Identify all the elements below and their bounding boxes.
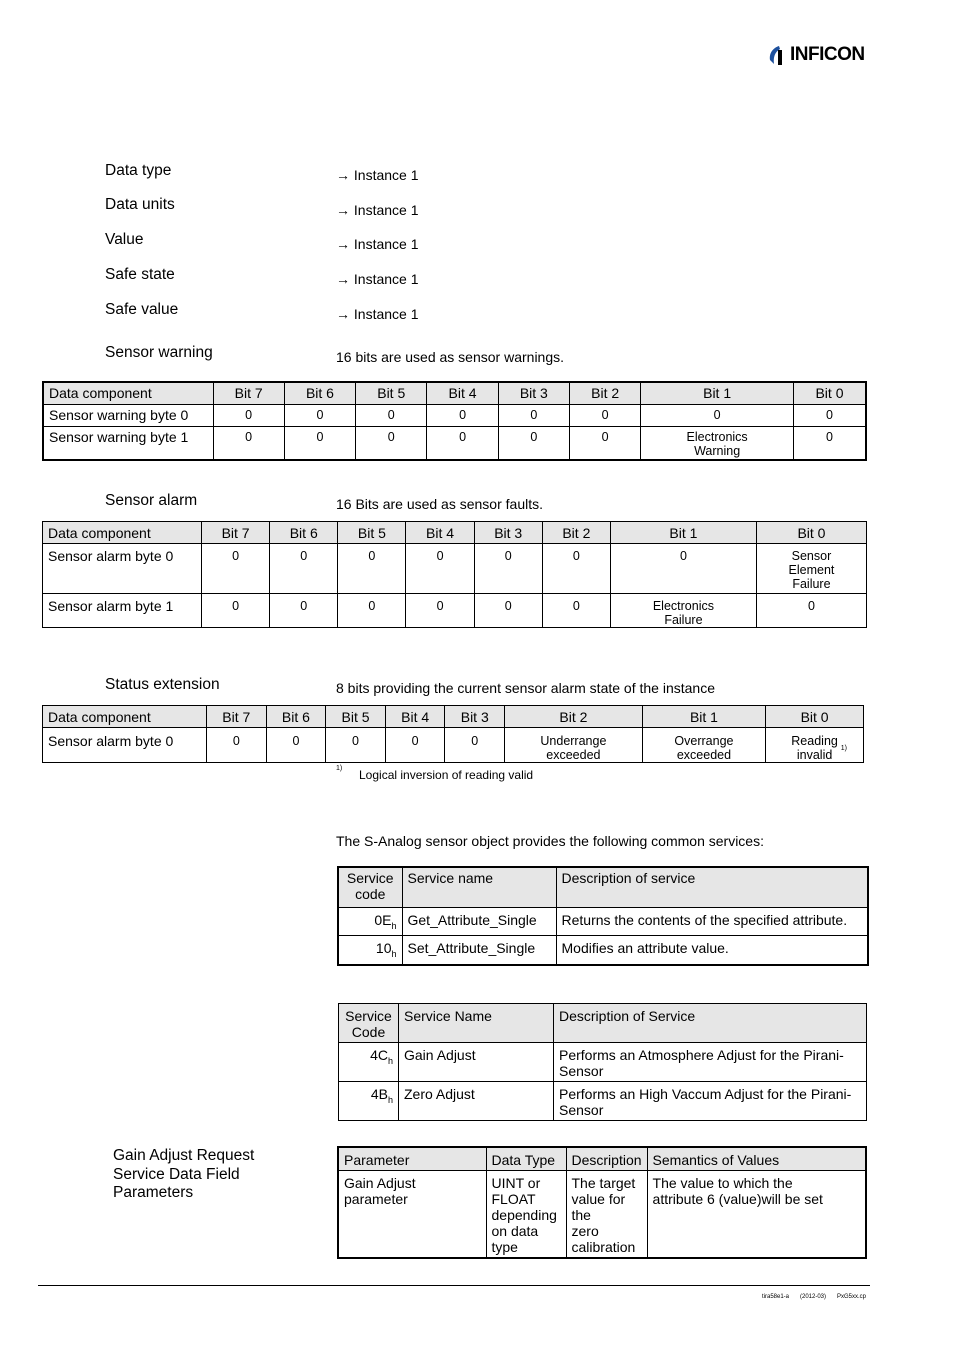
row-label: Sensor alarm byte 0 xyxy=(43,728,207,763)
bit-cell: 0 xyxy=(284,426,355,460)
sensor-alarm-label: Sensor alarm xyxy=(105,492,198,509)
hex-suffix: h xyxy=(387,1055,393,1066)
bit-cell: 0 xyxy=(793,404,866,426)
bit-cell: 0 xyxy=(385,728,445,763)
header-cell: Description xyxy=(566,1147,647,1171)
hex-suffix: h xyxy=(391,920,397,931)
footnote-ref: 1) xyxy=(840,745,847,752)
attr-value-value: → Instance 1 xyxy=(336,236,419,252)
table-header-row xyxy=(338,867,868,907)
bit-cell: 0 xyxy=(793,426,866,460)
inficon-logo-icon xyxy=(768,44,790,66)
footer-rule xyxy=(38,1285,870,1286)
service-desc: Modifies an attribute value. xyxy=(556,936,868,965)
header-cell: Bit 3 xyxy=(474,522,542,544)
header-cell: Bit 4 xyxy=(406,522,474,544)
service-code-value: 4B xyxy=(370,1086,388,1102)
header-cell: Bit 4 xyxy=(385,706,445,728)
table-row xyxy=(338,1171,866,1259)
row-label: Sensor alarm byte 1 xyxy=(43,594,202,628)
header-cell: Bit 1 xyxy=(641,382,794,404)
table-row xyxy=(338,907,868,936)
sensor-alarm-desc: 16 Bits are used as sensor faults. xyxy=(336,496,543,512)
attr-label-safe-state: Safe state xyxy=(105,266,175,283)
bit-cell: 0 xyxy=(610,544,756,594)
header-cell: Bit 2 xyxy=(542,522,610,544)
service-code-value: 10 xyxy=(375,940,392,957)
attr-label-data-type: Data type xyxy=(105,162,172,179)
sensor-alarm-table xyxy=(42,521,867,628)
specific-services-table xyxy=(338,1003,867,1121)
attr-value-data-type: → Instance 1 xyxy=(336,167,419,183)
bit-cell: 0 xyxy=(356,426,427,460)
header-cell: Bit 1 xyxy=(642,706,765,728)
table-header-row xyxy=(338,1147,866,1171)
header-cell: Service Code xyxy=(339,1004,399,1043)
gain-adjust-label: Gain Adjust Request Service Data Field Parameters xyxy=(113,1147,255,1201)
bit-cell: 0 xyxy=(213,426,284,460)
header-cell: Service Name xyxy=(399,1004,554,1043)
bit-cell: 0 xyxy=(406,594,474,628)
bit-cell: 0 xyxy=(756,594,866,628)
service-code xyxy=(339,1043,399,1082)
sensor-warning-label: Sensor warning xyxy=(105,344,213,361)
header-cell: Service name xyxy=(402,867,556,907)
attr-label-safe-value: Safe value xyxy=(105,301,179,318)
bit-cell: 0 xyxy=(326,728,386,763)
attr-label-data-units: Data units xyxy=(105,196,175,213)
service-desc: Performs an High Vaccum Adjust for the Pirani-Sensor xyxy=(554,1082,867,1121)
table-header-row xyxy=(43,522,867,544)
inficon-logo xyxy=(768,44,865,66)
header-cell: Bit 2 xyxy=(505,706,643,728)
bit-cell: 0 xyxy=(406,544,474,594)
table-header-row xyxy=(43,382,866,404)
bit-cell: 0 xyxy=(498,404,569,426)
bit-cell: 0 xyxy=(474,594,542,628)
header-cell: Bit 0 xyxy=(793,382,866,404)
service-code-value: 4C xyxy=(370,1047,388,1063)
hex-suffix: h xyxy=(391,949,397,960)
status-extension-label: Status extension xyxy=(105,676,220,693)
attr-value-safe-state: → Instance 1 xyxy=(336,271,419,287)
header-cell: Bit 4 xyxy=(427,382,498,404)
bit-cell: 0 xyxy=(427,404,498,426)
footer-doc-id: tira58e1-a xyxy=(762,1294,790,1300)
bit-cell: 0 xyxy=(338,544,406,594)
bit-cell: 0 xyxy=(569,426,640,460)
header-cell: Bit 6 xyxy=(266,706,326,728)
bit-cell: 0 xyxy=(498,426,569,460)
header-cell: Bit 5 xyxy=(326,706,386,728)
bit-cell: 0 xyxy=(266,728,326,763)
service-name: Get_Attribute_Single xyxy=(402,907,556,936)
param-cell: The value to which the attribute 6 (value)will be set xyxy=(647,1171,866,1259)
header-cell: Bit 2 xyxy=(569,382,640,404)
footnote-text: Logical inversion of reading valid xyxy=(359,768,534,782)
bit-cell: 0 xyxy=(207,728,267,763)
sensor-warning-desc: 16 bits are used as sensor warnings. xyxy=(336,349,565,365)
service-code-value: 0E xyxy=(374,911,392,928)
table-row xyxy=(339,1082,867,1121)
hex-suffix: h xyxy=(387,1094,393,1105)
header-cell: Service code xyxy=(338,867,402,907)
table-row xyxy=(43,404,866,426)
bit-cell: 0 xyxy=(641,404,794,426)
row-label: Sensor warning byte 1 xyxy=(43,426,213,460)
common-services-intro: The S-Analog sensor object provides the following common services: xyxy=(336,833,764,849)
table-row xyxy=(43,728,864,763)
bit-cell: Underrange exceeded xyxy=(505,728,643,763)
param-cell: Gain Adjust parameter xyxy=(338,1171,486,1259)
header-cell: Bit 5 xyxy=(356,382,427,404)
header-cell: Bit 3 xyxy=(498,382,569,404)
header-cell: Bit 6 xyxy=(284,382,355,404)
bit-cell xyxy=(766,728,864,763)
bit-cell: 0 xyxy=(270,594,338,628)
table-header-row xyxy=(339,1004,867,1043)
header-cell: Semantics of Values xyxy=(647,1147,866,1171)
row-label: Sensor warning byte 0 xyxy=(43,404,213,426)
header-cell: Description of Service xyxy=(554,1004,867,1043)
param-cell: The target value for the zero calibration xyxy=(566,1171,647,1259)
attr-value-safe-value: → Instance 1 xyxy=(336,306,419,322)
service-code xyxy=(338,907,402,936)
common-services-table xyxy=(337,866,869,966)
header-cell: Parameter xyxy=(338,1147,486,1171)
bit-cell: 0 xyxy=(213,404,284,426)
bit-cell: 0 xyxy=(542,594,610,628)
service-code xyxy=(339,1082,399,1121)
table-row xyxy=(339,1043,867,1082)
header-cell: Data component xyxy=(43,382,213,404)
footnote-mark: 1) xyxy=(336,765,343,772)
header-cell: Data component xyxy=(43,706,207,728)
service-code xyxy=(338,936,402,965)
bit-cell: 0 xyxy=(202,544,270,594)
header-cell: Bit 7 xyxy=(213,382,284,404)
table-row xyxy=(338,936,868,965)
footer-file: PxG5xx.cp xyxy=(837,1294,867,1300)
service-desc: Returns the contents of the specified attribute. xyxy=(556,907,868,936)
header-cell: Bit 0 xyxy=(756,522,866,544)
header-cell: Bit 7 xyxy=(207,706,267,728)
header-cell: Data component xyxy=(43,522,202,544)
bit-cell-text: Reading invalid xyxy=(791,734,838,762)
table-row xyxy=(43,544,867,594)
header-cell: Bit 6 xyxy=(270,522,338,544)
table-row xyxy=(43,594,867,628)
logo-wordmark: INFICON xyxy=(790,44,865,65)
bit-cell: Overrange exceeded xyxy=(642,728,765,763)
status-extension-table xyxy=(42,705,864,763)
header-cell: Bit 7 xyxy=(202,522,270,544)
bit-cell: 0 xyxy=(445,728,505,763)
bit-cell: 0 xyxy=(356,404,427,426)
status-extension-desc: 8 bits providing the current sensor alarm state of the instance xyxy=(336,680,715,696)
bit-cell: 0 xyxy=(569,404,640,426)
header-cell: Description of service xyxy=(556,867,868,907)
service-desc: Performs an Atmosphere Adjust for the Pirani-Sensor xyxy=(554,1043,867,1082)
bit-cell: 0 xyxy=(427,426,498,460)
bit-cell: Sensor Element Failure xyxy=(756,544,866,594)
row-label: Sensor alarm byte 0 xyxy=(43,544,202,594)
attr-label-value: Value xyxy=(105,231,144,248)
table-header-row xyxy=(43,706,864,728)
param-cell: UINT or FLOAT depending on data type xyxy=(486,1171,566,1259)
sensor-warning-table xyxy=(42,381,867,461)
bit-cell: 0 xyxy=(542,544,610,594)
bit-cell: Electronics Warning xyxy=(641,426,794,460)
header-cell: Bit 0 xyxy=(766,706,864,728)
header-cell: Bit 3 xyxy=(445,706,505,728)
header-cell: Bit 1 xyxy=(610,522,756,544)
bit-cell: Electronics Failure xyxy=(610,594,756,628)
bit-cell: 0 xyxy=(284,404,355,426)
bit-cell: 0 xyxy=(270,544,338,594)
bit-cell: 0 xyxy=(474,544,542,594)
table-row xyxy=(43,426,866,460)
header-cell: Data Type xyxy=(486,1147,566,1171)
gain-adjust-table xyxy=(337,1146,867,1259)
service-name: Set_Attribute_Single xyxy=(402,936,556,965)
header-cell: Bit 5 xyxy=(338,522,406,544)
bit-cell: 0 xyxy=(338,594,406,628)
attr-value-data-units: → Instance 1 xyxy=(336,202,419,218)
service-name: Gain Adjust xyxy=(399,1043,554,1082)
bit-cell: 0 xyxy=(202,594,270,628)
footer-date: (2012-03) xyxy=(800,1294,827,1300)
service-name: Zero Adjust xyxy=(399,1082,554,1121)
